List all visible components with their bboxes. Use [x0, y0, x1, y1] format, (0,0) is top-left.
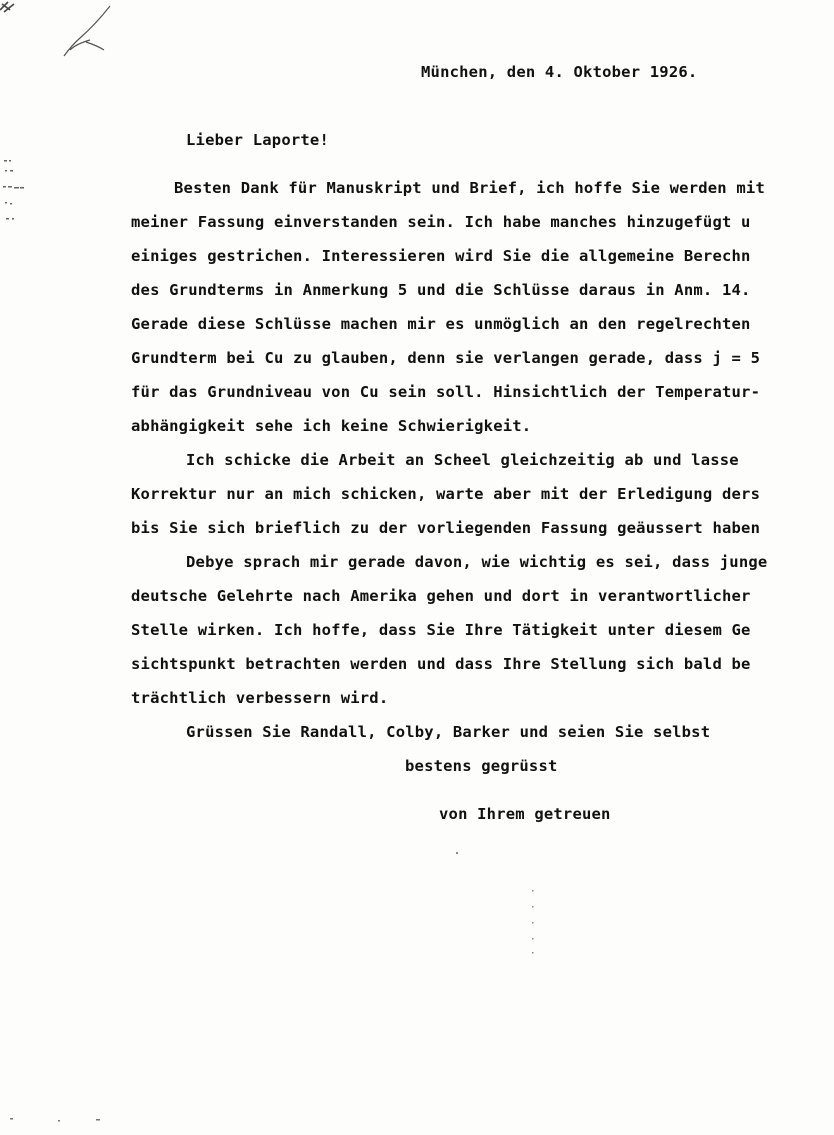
body-line: Gerade diese Schlüsse machen mir es unmöglich an den regelrechten: [131, 315, 751, 333]
body-line: abhängigkeit sehe ich keine Schwierigkeit.: [131, 417, 532, 435]
body-line: Grundterm bei Cu zu glauben, denn sie verlangen gerade, dass j = 5: [131, 349, 761, 367]
salutation: Lieber Laporte!: [186, 131, 329, 149]
body-line: Korrektur nur an mich schicken, warte aber mit der Erledigung ders: [131, 485, 761, 503]
closing-greeting: bestens gegrüsst: [405, 757, 558, 775]
paper-specks: [440, 840, 560, 960]
body-line: Grüssen Sie Randall, Colby, Barker und seien Sie selbst: [186, 723, 711, 741]
closing-signoff: von Ihrem getreuen: [439, 805, 611, 823]
body-line: bis Sie sich brieflich zu der vorliegenden Fassung geäussert haben: [131, 519, 761, 537]
pencil-mark-icon: [0, 0, 130, 70]
body-line: sichtspunkt betrachten werden und dass Ihre Stellung sich bald be: [131, 655, 751, 673]
body-line: Debye sprach mir gerade davon, wie wichtig es sei, dass junge: [186, 553, 768, 571]
bottom-specks: [0, 1110, 120, 1130]
margin-specks: [0, 150, 30, 230]
body-line: Besten Dank für Manuskript und Brief, ich hoffe Sie werden mit: [174, 179, 765, 197]
body-line: einiges gestrichen. Interessieren wird Sie die allgemeine Berechn: [131, 247, 751, 265]
body-line: trächtlich verbessern wird.: [131, 689, 389, 707]
body-line: Stelle wirken. Ich hoffe, dass Sie Ihre Tätigkeit unter diesem Ge: [131, 621, 751, 639]
body-line: meiner Fassung einverstanden sein. Ich habe manches hinzugefügt u: [131, 213, 751, 231]
dateline: München, den 4. Oktober 1926.: [421, 63, 698, 81]
body-line: für das Grundniveau von Cu sein soll. Hinsichtlich der Temperatur-: [131, 383, 761, 401]
body-line: des Grundterms in Anmerkung 5 und die Schlüsse daraus in Anm. 14.: [131, 281, 751, 299]
body-line: Ich schicke die Arbeit an Scheel gleichzeitig ab und lasse: [186, 451, 739, 469]
body-line: deutsche Gelehrte nach Amerika gehen und dort in verantwortlicher: [131, 587, 751, 605]
